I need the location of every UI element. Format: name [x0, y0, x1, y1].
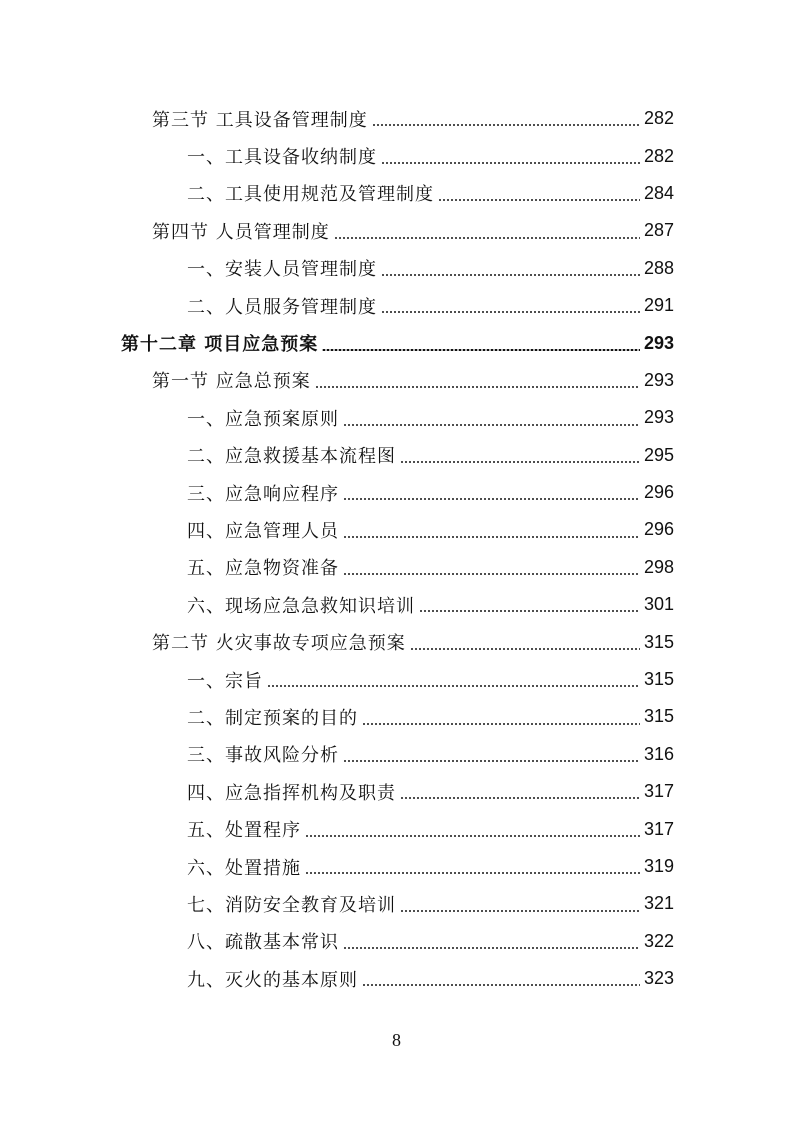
- toc-entry-title: 第十二章 项目应急预案: [121, 334, 319, 356]
- toc-entry-title: 二、应急救援基本流程图: [187, 446, 396, 468]
- toc-entry-title: 八、疏散基本常识: [187, 932, 339, 954]
- dot-leader: [267, 685, 640, 687]
- toc-entry[interactable]: [0, 511, 793, 548]
- dot-leader: [438, 199, 640, 201]
- dot-leader: [362, 984, 640, 986]
- toc-entry-page: 282: [643, 108, 674, 129]
- toc-entry[interactable]: [0, 287, 793, 324]
- dot-leader: [410, 648, 640, 650]
- toc-entry[interactable]: [0, 848, 793, 885]
- toc-entry-page: 315: [643, 631, 674, 652]
- toc-entry-title: 三、事故风险分析: [187, 745, 339, 767]
- dot-leader: [343, 424, 640, 426]
- toc-entry[interactable]: [0, 549, 793, 586]
- toc-entry-title: 二、制定预案的目的: [187, 707, 358, 729]
- toc-entry[interactable]: [0, 212, 793, 249]
- toc-entry-title: 第三节 工具设备管理制度: [152, 109, 368, 131]
- toc-entry-page: 317: [643, 781, 674, 802]
- toc-entry[interactable]: [0, 175, 793, 212]
- toc-entry-title: 第一节 应急总预案: [152, 371, 311, 393]
- toc-entry-page: 293: [643, 407, 674, 428]
- toc-entry-page: 293: [643, 369, 674, 390]
- toc-entry[interactable]: [0, 661, 793, 698]
- toc-entry-page: 301: [643, 594, 674, 615]
- toc-entry[interactable]: [0, 100, 793, 137]
- toc-entry-page: 298: [643, 556, 674, 577]
- dot-leader: [343, 760, 640, 762]
- toc-entry[interactable]: [0, 698, 793, 735]
- toc-entry[interactable]: [0, 736, 793, 773]
- toc-entry-title: 一、宗旨: [187, 670, 263, 692]
- toc-entry[interactable]: [0, 923, 793, 960]
- toc-entry-title: 九、灭火的基本原则: [187, 969, 358, 991]
- toc-entry-title: 四、应急管理人员: [187, 520, 339, 542]
- dot-leader: [305, 835, 640, 837]
- toc-entry-page: 315: [643, 669, 674, 690]
- toc-entry-title: 六、现场应急急救知识培训: [187, 595, 415, 617]
- toc-entry[interactable]: [0, 362, 793, 399]
- toc-entry-page: 323: [643, 968, 674, 989]
- toc-entry-title: 五、处置程序: [187, 820, 301, 842]
- dot-leader: [343, 498, 640, 500]
- dot-leader: [381, 311, 640, 313]
- toc-entry[interactable]: [0, 399, 793, 436]
- table-of-contents: [0, 100, 793, 997]
- toc-entry-page: 282: [643, 145, 674, 166]
- dot-leader: [343, 947, 640, 949]
- dot-leader: [400, 461, 640, 463]
- toc-entry[interactable]: [0, 137, 793, 174]
- toc-entry-page: 287: [643, 220, 674, 241]
- toc-entry-title: 四、应急指挥机构及职责: [187, 782, 396, 804]
- toc-entry[interactable]: [0, 324, 793, 361]
- page-number: 8: [392, 1030, 401, 1050]
- dot-leader: [315, 386, 640, 388]
- toc-entry-title: 二、人员服务管理制度: [187, 296, 377, 318]
- toc-entry-page: 291: [643, 295, 674, 316]
- toc-entry-title: 一、安装人员管理制度: [187, 259, 377, 281]
- toc-entry-page: 321: [643, 893, 674, 914]
- dot-leader: [343, 536, 640, 538]
- dot-leader: [419, 610, 640, 612]
- toc-entry-page: 317: [643, 818, 674, 839]
- toc-entry[interactable]: [0, 773, 793, 810]
- toc-entry-title: 二、工具使用规范及管理制度: [187, 184, 434, 206]
- toc-entry[interactable]: [0, 437, 793, 474]
- dot-leader: [381, 162, 640, 164]
- toc-entry[interactable]: [0, 250, 793, 287]
- toc-entry[interactable]: [0, 623, 793, 660]
- dot-leader: [381, 274, 640, 276]
- dot-leader: [334, 237, 640, 239]
- toc-entry-title: 三、应急响应程序: [187, 483, 339, 505]
- toc-entry-title: 一、应急预案原则: [187, 408, 339, 430]
- toc-entry-page: 295: [643, 444, 674, 465]
- toc-entry-page: 284: [643, 182, 674, 203]
- toc-entry[interactable]: [0, 960, 793, 997]
- toc-entry-title: 六、处置措施: [187, 857, 301, 879]
- toc-entry-page: 296: [643, 482, 674, 503]
- toc-entry-page: 319: [643, 856, 674, 876]
- toc-entry-page: 288: [643, 257, 674, 278]
- toc-entry-title: 五、应急物资准备: [187, 558, 339, 580]
- dot-leader: [343, 573, 640, 575]
- dot-leader: [372, 124, 640, 126]
- toc-entry-page: 322: [643, 930, 674, 951]
- toc-entry-title: 第二节 火灾事故专项应急预案: [152, 633, 406, 655]
- toc-entry-page: 315: [643, 706, 674, 727]
- toc-entry[interactable]: [0, 474, 793, 511]
- dot-leader: [322, 349, 640, 351]
- dot-leader: [305, 872, 640, 874]
- toc-entry-title: 一、工具设备收纳制度: [187, 147, 377, 169]
- toc-entry-page: 316: [643, 743, 674, 764]
- toc-entry-title: 七、消防安全教育及培训: [187, 894, 396, 916]
- dot-leader: [400, 910, 640, 912]
- toc-entry-page: 296: [643, 519, 674, 540]
- toc-entry[interactable]: [0, 586, 793, 623]
- toc-entry[interactable]: [0, 810, 793, 847]
- toc-entry-page: 293: [643, 332, 674, 353]
- dot-leader: [400, 797, 640, 799]
- dot-leader: [362, 723, 640, 725]
- toc-entry-title: 第四节 人员管理制度: [152, 221, 330, 243]
- toc-entry[interactable]: [0, 885, 793, 922]
